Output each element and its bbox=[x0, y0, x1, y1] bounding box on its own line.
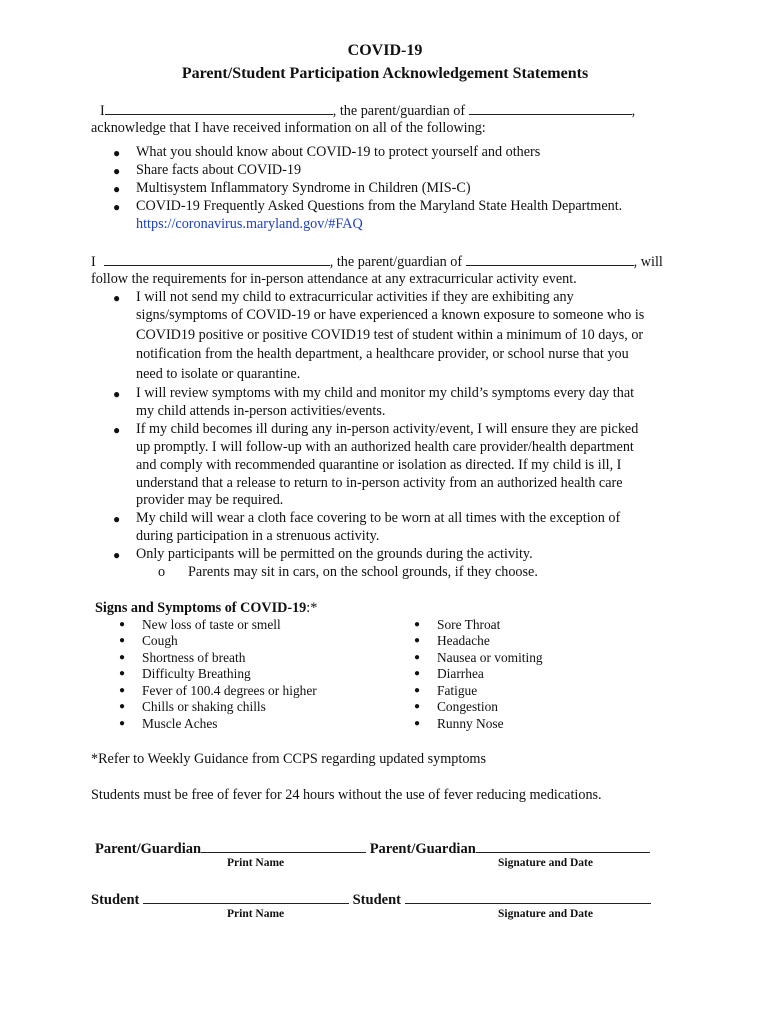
symptom-item: Nausea or vomiting bbox=[437, 650, 543, 665]
requirements-statement-line bbox=[91, 253, 663, 271]
list-item-line: need to isolate or quarantine. bbox=[136, 366, 301, 382]
list-item-line: my child attends in-person activities/events. bbox=[136, 403, 386, 419]
list-item-line: provider may be required. bbox=[136, 492, 284, 508]
bullet-icon: ● bbox=[119, 685, 126, 696]
bullet-icon: ● bbox=[113, 291, 121, 305]
symptom-item: Muscle Aches bbox=[142, 716, 218, 731]
symptom-item: Sore Throat bbox=[437, 617, 501, 632]
list-item-line: COVID19 positive or positive COVID19 test of student within a minimum of 10 days, or bbox=[136, 327, 644, 343]
document-title: COVID-19 bbox=[347, 42, 423, 59]
symptom-item: Chills or shaking chills bbox=[142, 699, 266, 714]
list-item: Multisystem Inflammatory Syndrome in Children (MIS-C) bbox=[136, 180, 471, 196]
bullet-icon: ● bbox=[113, 200, 121, 214]
list-item: COVID-19 Frequently Asked Questions from the Maryland State Health Department. bbox=[136, 198, 623, 214]
bullet-icon: ● bbox=[119, 718, 126, 729]
acknowledge-statement-line bbox=[91, 102, 635, 120]
bullet-icon: ● bbox=[119, 668, 126, 679]
fever-note: Students must be free of fever for 24 hours without the use of fever reducing medications. bbox=[91, 787, 602, 803]
symptom-item: Runny Nose bbox=[437, 716, 504, 731]
bullet-icon: ● bbox=[113, 164, 121, 178]
list-item-line: and comply with recommended quarantine or isolation as directed. If my child is ill, I bbox=[136, 457, 622, 473]
sub-list-item: Parents may sit in cars, on the school grounds, if they choose. bbox=[188, 564, 538, 580]
list-item-line: If my child becomes ill during any in-person activity/event, I will ensure they are picked bbox=[136, 421, 639, 437]
symptom-item: Cough bbox=[142, 633, 178, 648]
list-item-line: I will not send my child to extracurricular activities if they are exhibiting any bbox=[136, 289, 574, 305]
will-text: , will bbox=[633, 254, 663, 270]
list-item-line: My child will wear a cloth face covering to be worn at all times with the exception of bbox=[136, 510, 621, 526]
list-item-line: Only participants will be permitted on the grounds during the activity. bbox=[136, 546, 533, 562]
student-signature-blank[interactable] bbox=[405, 891, 651, 904]
bullet-icon: ● bbox=[119, 619, 126, 630]
parent-signature-row bbox=[95, 840, 650, 858]
bullet-icon: ● bbox=[414, 619, 421, 630]
list-item-line: notification from the health department, a healthcare provider, or school nurse that you bbox=[136, 346, 629, 362]
parent-name-blank[interactable] bbox=[104, 253, 330, 266]
list-item-line: up promptly. I will follow-up with an authorized health care provider/health department bbox=[136, 439, 634, 455]
symptom-item: Congestion bbox=[437, 699, 499, 714]
bullet-icon: ● bbox=[113, 182, 121, 196]
student-name-blank[interactable] bbox=[466, 253, 634, 266]
faq-link[interactable]: https://coronavirus.maryland.gov/#FAQ bbox=[136, 216, 363, 232]
list-item-line: I will review symptoms with my child and monitor my child’s symptoms every day that bbox=[136, 385, 635, 401]
pronoun-text: I bbox=[100, 103, 105, 119]
list-item: Share facts about COVID-19 bbox=[136, 162, 302, 178]
list-item: What you should know about COVID-19 to protect yourself and others bbox=[136, 144, 541, 160]
signature-date-caption: Signature and Date bbox=[498, 857, 593, 869]
parent-name-blank[interactable] bbox=[105, 102, 333, 115]
symptom-item: Shortness of breath bbox=[142, 650, 246, 665]
print-name-caption: Print Name bbox=[227, 857, 285, 869]
symptom-item: Difficulty Breathing bbox=[142, 666, 251, 681]
bullet-icon: ● bbox=[113, 512, 121, 526]
parent-signature-label: Parent/Guardian bbox=[369, 841, 476, 857]
list-item-line: signs/symptoms of COVID-19 or have experienced a known exposure to someone who is bbox=[136, 307, 645, 323]
bullet-icon: ● bbox=[119, 635, 126, 646]
bullet-icon: ● bbox=[414, 652, 421, 663]
acknowledge-intro-text: acknowledge that I have received information on all of the following: bbox=[91, 120, 486, 136]
bullet-icon: ● bbox=[119, 701, 126, 712]
bullet-icon: ● bbox=[414, 635, 421, 646]
pronoun-text: I bbox=[91, 254, 96, 270]
student-print-name-blank[interactable] bbox=[143, 891, 349, 904]
print-name-caption: Print Name bbox=[227, 908, 285, 920]
requirements-intro-text: follow the requirements for in-person attendance at any extracurricular activity event. bbox=[91, 271, 577, 287]
comma-text: , bbox=[631, 103, 636, 119]
bullet-icon: ● bbox=[414, 718, 421, 729]
bullet-icon: ● bbox=[113, 387, 121, 401]
signature-date-caption: Signature and Date bbox=[498, 908, 593, 920]
document-subtitle: Parent/Student Participation Acknowledgement Statements bbox=[181, 65, 589, 82]
symptom-item: Diarrhea bbox=[437, 666, 484, 681]
parent-print-label: Parent/Guardian bbox=[95, 841, 202, 857]
parent-print-name-blank[interactable] bbox=[201, 840, 366, 853]
symptom-item: Headache bbox=[437, 633, 490, 648]
list-item-line: during participation in a strenuous activity. bbox=[136, 528, 380, 544]
symptom-item: Fatigue bbox=[437, 683, 478, 698]
symptom-item: Fever of 100.4 degrees or higher bbox=[142, 683, 317, 698]
symptoms-heading bbox=[95, 600, 317, 617]
refer-note: *Refer to Weekly Guidance from CCPS regarding updated symptoms bbox=[91, 751, 486, 767]
bullet-icon: ● bbox=[414, 685, 421, 696]
student-signature-label: Student bbox=[352, 892, 401, 908]
bullet-icon: ● bbox=[113, 423, 121, 437]
guardian-of-text: , the parent/guardian of bbox=[329, 254, 463, 270]
bullet-icon: ● bbox=[119, 652, 126, 663]
symptom-item: New loss of taste or smell bbox=[142, 617, 281, 632]
symptoms-heading-text: Signs and Symptoms of COVID-19 bbox=[95, 600, 307, 616]
student-name-blank[interactable] bbox=[469, 102, 632, 115]
list-item-line: understand that a release to return to in-person activity from an authorized health care bbox=[136, 475, 623, 491]
bullet-icon: ● bbox=[414, 668, 421, 679]
bullet-icon: ● bbox=[113, 548, 121, 562]
student-print-label: Student bbox=[91, 892, 140, 908]
student-signature-row bbox=[91, 891, 651, 909]
guardian-of-text: , the parent/guardian of bbox=[332, 103, 466, 119]
symptoms-heading-suffix: :* bbox=[306, 600, 318, 616]
bullet-icon: ● bbox=[414, 701, 421, 712]
bullet-icon: ● bbox=[113, 146, 121, 160]
parent-signature-blank[interactable] bbox=[476, 840, 650, 853]
sub-bullet-icon: o bbox=[158, 564, 166, 580]
